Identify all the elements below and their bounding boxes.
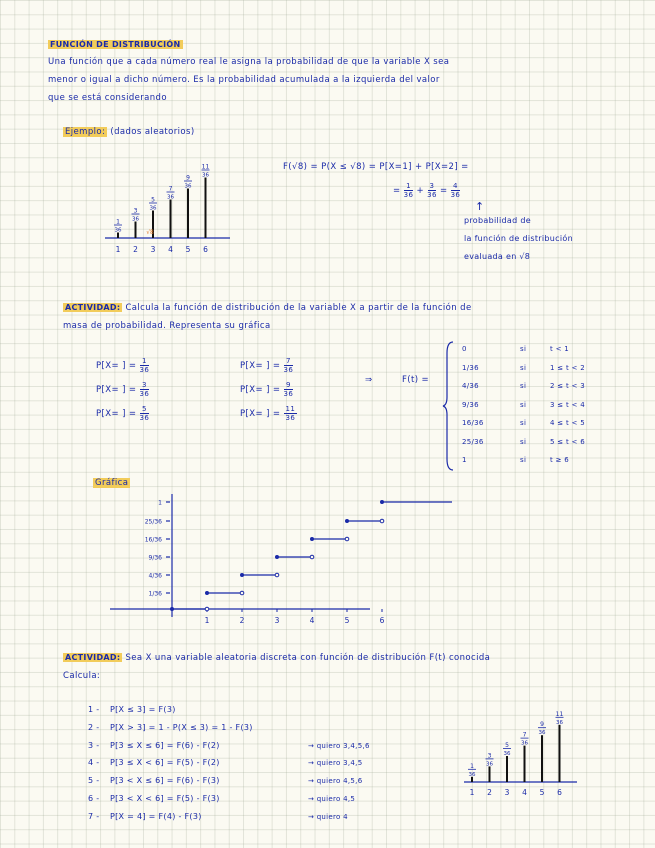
cdf-closed-point-3	[240, 573, 244, 577]
calc-item-note-3: → quiero 3,4,5,6	[308, 741, 370, 750]
pmf-right-row-2	[240, 381, 293, 398]
cdf-open-point-2	[240, 591, 244, 595]
calc-item-note-5: → quiero 4,5,6	[308, 777, 363, 786]
left-brace	[443, 341, 457, 471]
small-bar-label-5-num: 9	[540, 721, 544, 729]
calc-item-expr-5: P[3 < X ≤ 6] = F(6) - F(3)	[110, 776, 220, 786]
small-x-tick-6: 6	[557, 788, 562, 797]
pmf-left-frac-1-num: 1	[141, 357, 147, 365]
case-si-7: si	[520, 456, 527, 464]
calc-item-expr-2: P[X > 3] = 1 - P(X ≤ 3) = 1 - F(3)	[110, 722, 253, 732]
case-si-3: si	[520, 382, 527, 390]
small-bar-label-4-den: 36	[521, 740, 528, 747]
cdf-open-point-5	[345, 537, 349, 541]
small-bar-label-3-den: 36	[503, 751, 511, 757]
small-bar-label-4-num: 7	[522, 731, 527, 739]
x-tick-5: 5	[185, 245, 191, 254]
bar-label-3-num: 5	[151, 196, 155, 204]
pmf-right-row-1	[240, 357, 293, 374]
calc-item-expr-3: P[3 ≤ X ≤ 6] = F(6) - F(2)	[110, 740, 220, 750]
pmf-left-label-2: P[X= ] =	[96, 385, 137, 395]
pmf-right-label-3: P[X= ] =	[240, 409, 281, 419]
small-x-tick-3: 3	[504, 788, 510, 797]
cdf-closed-point-6	[345, 519, 349, 523]
formula-line-2	[393, 182, 460, 199]
cdf-closed-point-7	[380, 500, 384, 504]
pmf-right-frac-2-den: 36	[283, 390, 294, 398]
sqrt8-marker: √8	[146, 229, 154, 236]
cdf-x-tick-6: 6	[379, 616, 385, 625]
calc-item-number-5: 5 -	[88, 776, 100, 786]
case-si-4: si	[520, 400, 527, 409]
small-bar-label-6-den: 36	[556, 719, 563, 726]
example-heading	[63, 127, 195, 137]
pmf-left-frac-2	[140, 381, 150, 398]
section2-title: ACTIVIDAD:	[65, 303, 121, 312]
pmf-right-frac-1-num: 7	[285, 357, 291, 365]
cdf-x-tick-5: 5	[344, 616, 350, 625]
calc-item-expr-4: P[3 ≤ X < 6] = F(5) - F(2)	[110, 758, 220, 768]
cdf-closed-point-4	[275, 555, 279, 559]
x-tick-3: 3	[150, 245, 156, 254]
pmf-right-frac-2-num: 9	[285, 381, 291, 389]
small-x-tick-5: 5	[539, 788, 545, 797]
small-bar-label-1-num: 1	[470, 762, 474, 770]
section2-heading	[63, 303, 472, 313]
pmf-left-label-3: P[X= ] =	[96, 409, 137, 419]
example-label: Ejemplo:	[65, 127, 106, 137]
case-value-6: 25/36	[462, 437, 484, 446]
section3-text: Sea X una variable aleatoria discreta con función de distribución F(t) conocida	[125, 653, 491, 663]
cdf-y-tick-5: 25/36	[144, 518, 162, 526]
pmf-right-label-2: P[X= ] =	[240, 385, 281, 395]
bar-label-4-den: 36	[167, 194, 174, 201]
pmf-left-frac-3	[140, 405, 150, 422]
section3-heading	[63, 653, 490, 663]
case-cond-1: t < 1	[550, 345, 570, 353]
cdf-x-tick-2: 2	[239, 616, 245, 625]
case-cond-6: 5 ≤ t < 6	[550, 437, 585, 446]
cdf-open-point-6	[380, 519, 384, 523]
case-value-3: 4/36	[462, 382, 479, 390]
pmf-right-frac-2	[284, 381, 294, 398]
case-value-4: 9/36	[462, 400, 479, 409]
cdf-x-tick-1: 1	[204, 616, 210, 625]
calc-item-note-7: → quiero 4	[308, 812, 348, 821]
case-cond-5: 4 ≤ t < 5	[550, 419, 585, 427]
eq-sign: =	[393, 186, 401, 196]
cdf-step-chart	[110, 492, 430, 624]
pmf-right-frac-3-den: 36	[285, 414, 296, 422]
pmf-left-frac-3-den: 36	[139, 414, 150, 422]
bar-label-5-den: 36	[184, 183, 192, 190]
cdf-y-tick-1: 1/36	[148, 590, 162, 598]
example-note: (dados aleatorios)	[110, 127, 195, 137]
calc-item-number-1: 1 -	[88, 705, 100, 714]
calc-item-expr-6: P[3 < X < 6] = F(5) - F(3)	[110, 794, 220, 803]
calc-item-expr-1: P[X ≤ 3] = F(3)	[110, 705, 176, 714]
section1-title: FUNCIÓN DE DISTRIBUCIÓN	[50, 40, 181, 49]
calcula-label: Calcula:	[63, 671, 101, 681]
calc-item-number-4: 4 -	[88, 758, 100, 768]
pmf-left-frac-1-den: 36	[139, 366, 150, 374]
section2-text-1: Calcula la función de distribución de la variable X a partir de la función de	[125, 303, 472, 313]
case-cond-7: t ≥ 6	[550, 456, 570, 464]
definition-line-3: que se está considerando	[48, 93, 167, 103]
cdf-closed-point-2	[205, 591, 209, 595]
small-bar-label-2-num: 3	[487, 752, 492, 760]
note-line-1: probabilidad de	[464, 216, 531, 225]
pmf-right-frac-1	[284, 357, 294, 374]
cdf-open-point-3	[275, 573, 279, 577]
pmf-left-frac-1	[140, 357, 150, 374]
bar-label-6-num: 11	[201, 163, 210, 171]
cdf-y-tick-2: 4/36	[148, 572, 162, 580]
cdf-y-tick-4: 16/36	[144, 536, 162, 544]
cdf-y-tick-3: 9/36	[148, 554, 162, 562]
cdf-closed-point-1	[170, 607, 174, 611]
case-value-1: 0	[462, 345, 467, 353]
case-cond-3: 2 ≤ t < 3	[550, 382, 585, 390]
fraction-b: $\frac{3}{36}$	[427, 182, 437, 199]
x-tick-4: 4	[168, 245, 173, 254]
bar-label-1-num: 1	[116, 218, 120, 226]
fraction-a: $\frac{1}{36}$	[403, 182, 414, 199]
small-bar-label-1-den: 36	[468, 771, 476, 778]
pmf-right-row-3	[240, 405, 297, 422]
pmf-left-frac-2-num: 3	[141, 381, 147, 389]
pmf-left-row-1	[96, 357, 149, 374]
case-si-6: si	[520, 437, 527, 446]
cdf-open-point-1	[205, 607, 209, 611]
bar-label-1-den: 36	[114, 227, 122, 234]
example-pmf-chart	[100, 158, 240, 258]
cdf-x-tick-4: 4	[309, 616, 315, 625]
calc-item-number-6: 6 -	[88, 794, 100, 803]
definition-line-1: Una función que a cada número real le asigna la probabilidad de que la variable X sea	[48, 57, 450, 67]
bar-label-4-num: 7	[168, 185, 173, 193]
bar-label-2-den: 36	[132, 216, 139, 223]
fraction-c: $\frac{4}{36}$	[450, 182, 461, 199]
pmf-right-frac-1-den: 36	[283, 366, 294, 374]
calc-item-number-2: 2 -	[88, 722, 100, 732]
small-bar-label-6-num: 11	[555, 710, 564, 718]
pmf-left-row-3	[96, 405, 149, 422]
pmf-left-frac-3-num: 5	[141, 405, 147, 413]
pmf-right-label-1: P[X= ] =	[240, 361, 281, 371]
section2-text-2: masa de probabilidad. Representa su gráfica	[63, 321, 271, 331]
eq-sign-2: =	[439, 186, 448, 196]
calc-item-expr-7: P[X = 4] = F(4) - F(3)	[110, 811, 202, 821]
graph-label: Gráfica	[95, 478, 129, 488]
small-bar-label-5-den: 36	[538, 730, 546, 737]
bar-label-5-num: 9	[186, 174, 190, 182]
small-bar-label-3-num: 5	[505, 742, 509, 749]
pmf-left-row-2	[96, 381, 149, 398]
case-value-2: 1/36	[462, 363, 479, 372]
cdf-open-point-4	[310, 555, 314, 559]
note-line-2: la función de distribución	[464, 234, 573, 243]
pmf-chart-small	[462, 712, 582, 802]
case-value-7: 1	[462, 456, 467, 464]
case-si-2: si	[520, 363, 527, 372]
F-label: F(t) =	[402, 375, 430, 385]
cdf-x-tick-3: 3	[274, 616, 280, 625]
small-bar-label-2-den: 36	[486, 761, 493, 768]
cdf-closed-point-5	[310, 537, 314, 541]
case-cond-2: 1 ≤ t < 2	[550, 363, 585, 372]
note-line-3: evaluada en √8	[464, 252, 531, 261]
bar-label-3-den: 36	[149, 205, 157, 212]
pmf-left-label-1: P[X= ] =	[96, 361, 137, 371]
implies-arrow-icon: ⇒	[365, 375, 373, 385]
cdf-y-tick-6: 1	[158, 499, 162, 507]
definition-line-2: menor o igual a dicho número. Es la probabilidad acumulada a la izquierda del valor	[48, 75, 440, 85]
bar-label-6-den: 36	[202, 172, 209, 179]
case-si-5: si	[520, 419, 527, 427]
x-tick-2: 2	[133, 245, 138, 254]
pmf-right-frac-3	[284, 405, 298, 422]
up-arrow-icon: ↑	[475, 200, 485, 213]
case-value-5: 16/36	[462, 419, 484, 427]
calc-item-note-4: → quiero 3,4,5	[308, 759, 363, 768]
x-tick-1: 1	[115, 245, 121, 254]
pmf-right-frac-3-num: 11	[285, 405, 296, 413]
small-x-tick-1: 1	[469, 788, 475, 797]
bar-label-2-num: 3	[133, 207, 138, 215]
case-cond-4: 3 ≤ t < 4	[550, 400, 585, 409]
case-si-1: si	[520, 345, 527, 353]
small-x-tick-4: 4	[522, 788, 527, 797]
calc-item-number-7: 7 -	[88, 811, 100, 821]
formula-line-1: F(√8) = P(X ≤ √8) = P[X=1] + P[X=2] =	[283, 162, 469, 172]
calc-item-number-3: 3 -	[88, 740, 100, 750]
section3-title: ACTIVIDAD:	[65, 653, 121, 662]
small-x-tick-2: 2	[487, 788, 492, 797]
plus-sign: +	[416, 186, 424, 196]
x-tick-6: 6	[203, 245, 208, 254]
pmf-left-frac-2-den: 36	[139, 390, 150, 398]
calc-item-note-6: → quiero 4,5	[308, 795, 356, 803]
